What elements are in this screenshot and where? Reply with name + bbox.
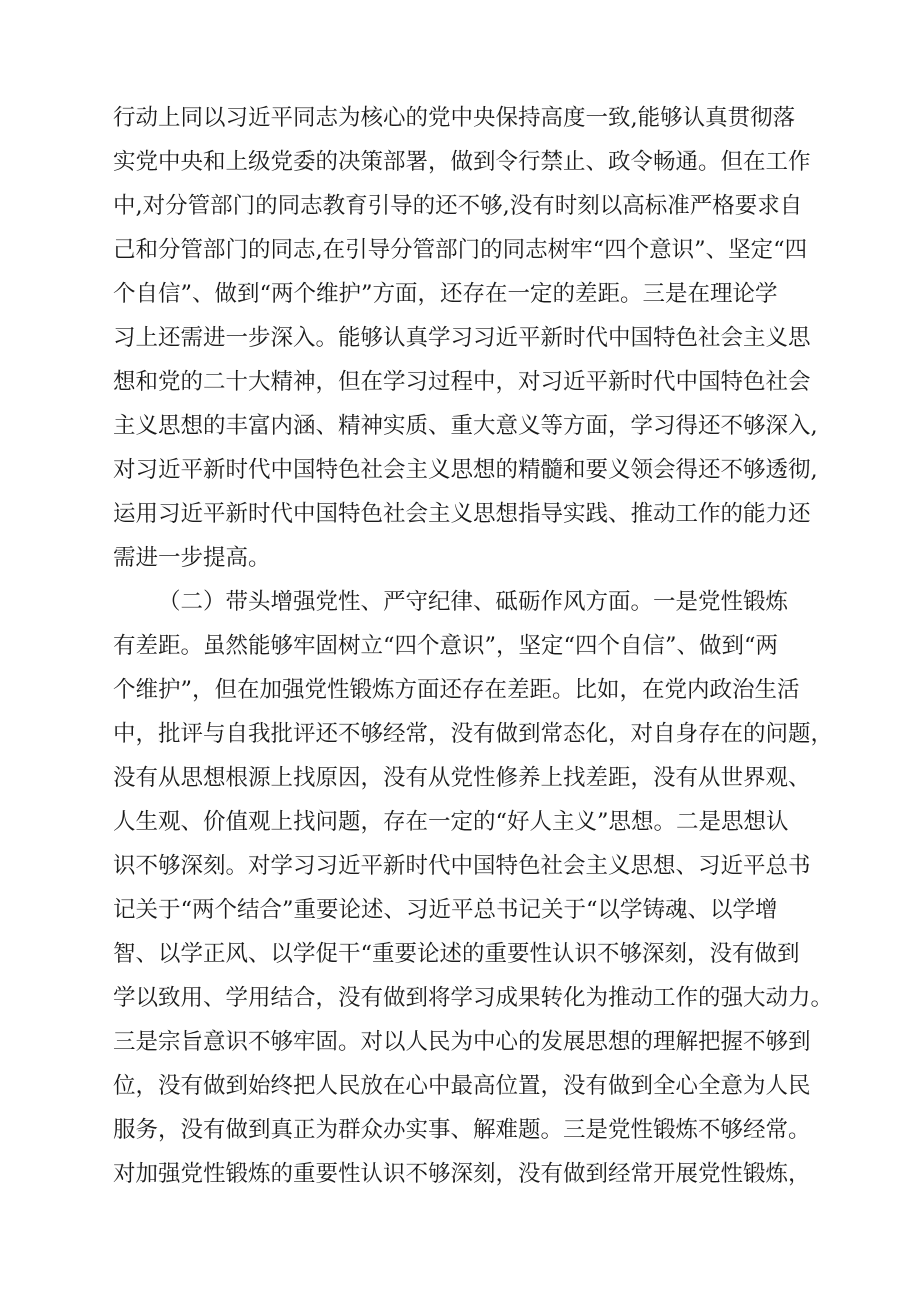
text-line: 三是宗旨意识不够牢固。对以人民为中心的发展思想的理解把握不够到	[113, 1029, 811, 1055]
text-line: 实党中央和上级党委的决策部署，做到令行禁止、政令畅通。但在工作	[113, 149, 811, 175]
text-line: 对习近平新时代中国特色社会主义思想的精髓和要义领会得还不够透彻,	[113, 457, 818, 483]
text-line: 运用习近平新时代中国特色社会主义思想指导实践、推动工作的能力还	[113, 501, 811, 527]
text-line: 智、以学正风、以学促干“重要论述的重要性认识不够深刻，没有做到	[113, 941, 800, 967]
text-line: 习上还需进一步深入。能够认真学习习近平新时代中国特色社会主义思	[113, 325, 811, 351]
text-line: 记关于“两个结合”重要论述、习近平总书记关于“以学铸魂、以学增	[113, 897, 778, 923]
text-line: 学以致用、学用结合，没有做到将学习成果转化为推动工作的强大动力。	[113, 985, 834, 1011]
text-line: 服务，没有做到真正为群众办实事、解难题。三是党性锻炼不够经常。	[113, 1117, 811, 1143]
text-line: 有差距。虽然能够牢固树立“四个意识”，坚定“四个自信”、做到“两	[113, 633, 779, 659]
text-line: 行动上同以习近平同志为核心的党中央保持高度一致,能够认真贯彻落	[113, 105, 796, 131]
text-line: 人生观、价值观上找问题，存在一定的“好人主义”思想。二是思想认	[113, 809, 789, 835]
text-line: 己和分管部门的同志,在引导分管部门的同志树牢“四个意识”、坚定“四	[113, 237, 808, 263]
text-line: 中，批评与自我批评还不够经常，没有做到常态化，对自身存在的问题，	[113, 721, 834, 747]
text-line: 位，没有做到始终把人民放在心中最高位置，没有做到全心全意为人民	[113, 1073, 811, 1099]
text-line: 主义思想的丰富内涵、精神实质、重大意义等方面，学习得还不够深入,	[113, 413, 818, 439]
paragraph-heading: （二）带头增强党性、严守纪律、砥砺作风方面。一是党性锻炼	[158, 589, 789, 615]
text-line: 识不够深刻。对学习习近平新时代中国特色社会主义思想、习近平总书	[113, 853, 811, 879]
text-line: 没有从思想根源上找原因，没有从党性修养上找差距，没有从世界观、	[113, 765, 811, 791]
text-line: 对加强党性锻炼的重要性认识不够深刻，没有做到经常开展党性锻炼，	[113, 1161, 811, 1187]
text-line: 个自信”、做到“两个维护”方面，还存在一定的差距。三是在理论学	[113, 281, 778, 307]
text-line: 想和党的二十大精神，但在学习过程中，对习近平新时代中国特色社会	[113, 369, 811, 395]
text-line: 个维护”，但在加强党性锻炼方面还存在差距。比如，在党内政治生活	[113, 677, 800, 703]
text-line: 需进一步提高。	[113, 545, 271, 571]
text-line: 中,对分管部门的同志教育引导的还不够,没有时刻以高标准严格要求自	[113, 193, 803, 219]
